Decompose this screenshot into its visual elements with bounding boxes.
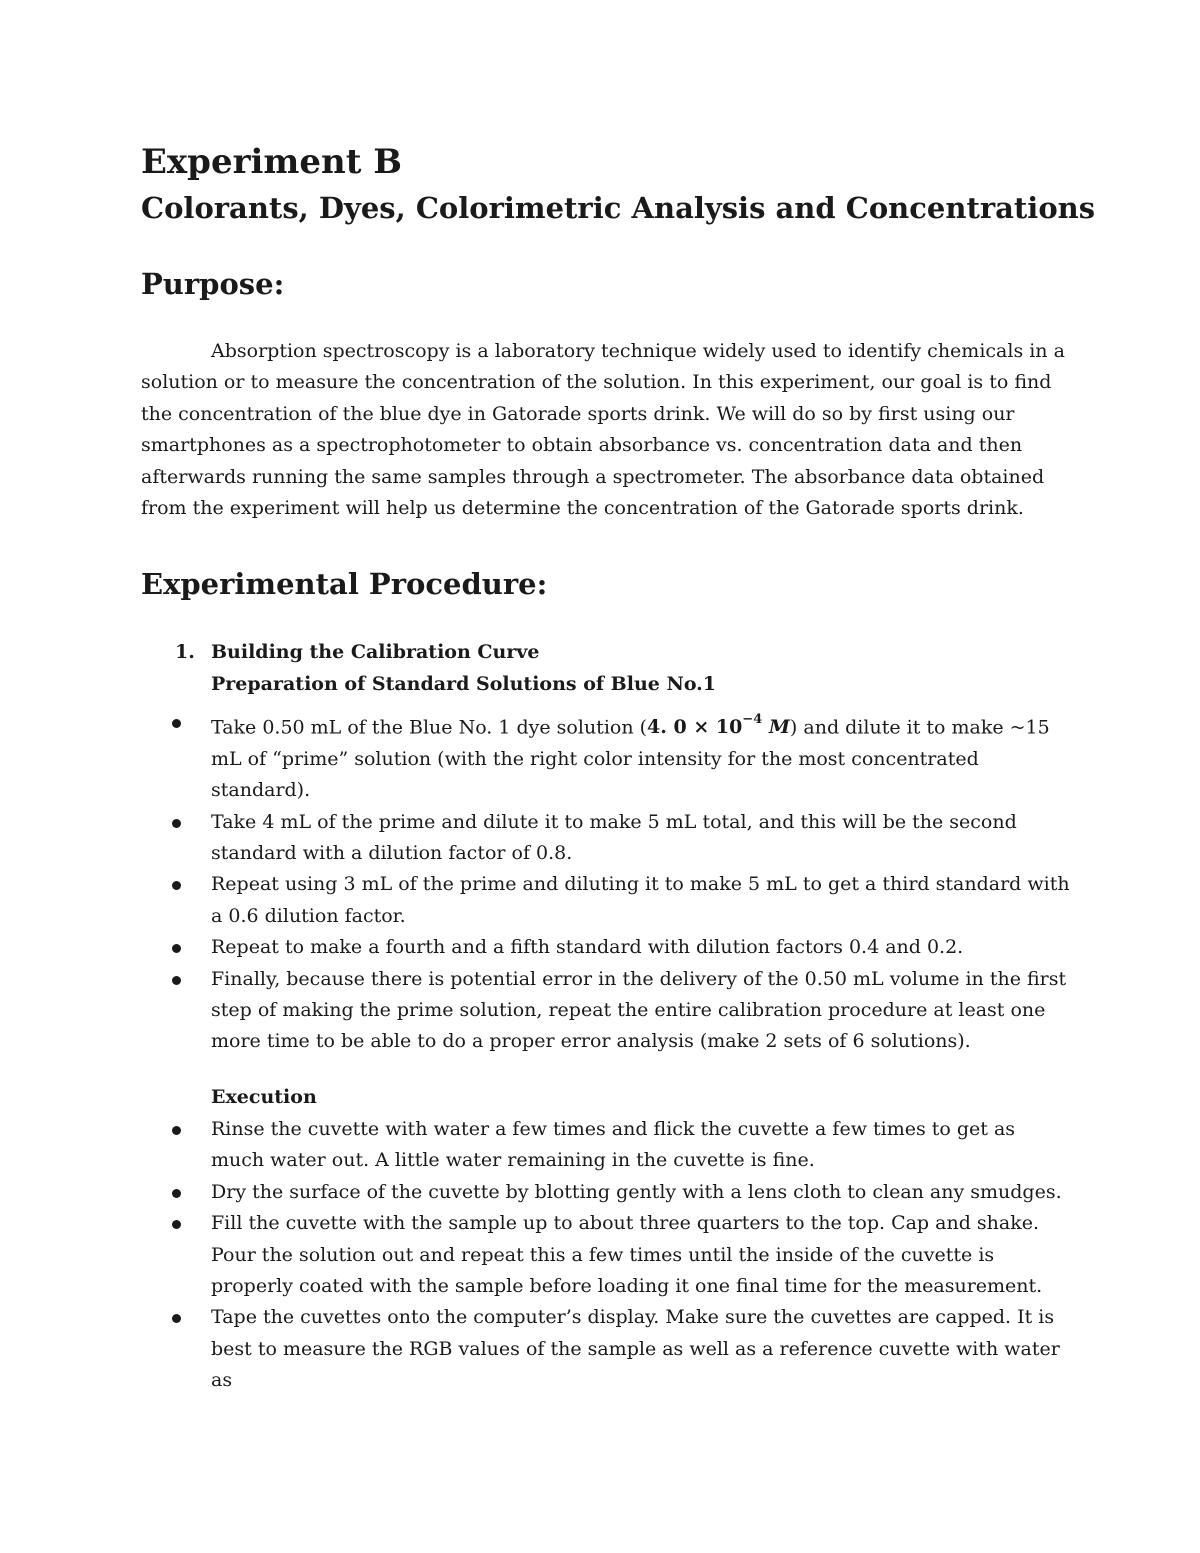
formula-unit: M [768, 716, 790, 739]
document-title: Experiment B [141, 142, 403, 182]
bullet-icon [172, 719, 181, 728]
list-item-text: Repeat to make a fourth and a fifth standard with dilution factors 0.4 and 0.2. [211, 936, 964, 959]
list-item-text: Rinse the cuvette with water a few times and flick the cuvette a few times to get as much water out. A little water remaining in the cuvette is fine. [211, 1118, 1016, 1172]
list-item-text: Fill the cuvette with the sample up to about three quarters to the top. Cap and shake. Pour the solution out and repeat this a few times until the inside of the cuvette is properly coated with the sample before loading it one final time for the measurement. [211, 1212, 1043, 1298]
concentration-formula [647, 712, 790, 739]
purpose-paragraph [141, 336, 1066, 524]
bullet-icon [172, 944, 181, 953]
list-item [211, 1302, 1071, 1396]
list-item [211, 1114, 1071, 1177]
list-item [211, 807, 1071, 870]
list-item-text: Tape the cuvettes onto the computer’s display. Make sure the cuvettes are capped. It is best to measure the RGB values of the sample as well as a reference cuvette with water as [211, 1306, 1060, 1392]
list-item-text: Finally, because there is potential error in the delivery of the 0.50 mL volume in the first step of making the prime solution, repeat the entire calibration procedure at least one more time to be able to do a proper error analysis (make 2 sets of 6 solutions). [211, 967, 1067, 1053]
execution-heading: Execution [211, 1086, 317, 1108]
list-item [211, 1208, 1071, 1302]
list-item-text: Dry the surface of the cuvette by blotting gently with a lens cloth to clean any smudges. [211, 1180, 1062, 1203]
formula-base: 4. 0 × 10 [647, 716, 743, 739]
bullet-icon [172, 976, 181, 985]
purpose-text: Absorption spectroscopy is a laboratory technique widely used to identify chemicals in a solution or to measure the concentration of the solution. In this experiment, our goal is to find the concentration of the blue dye in Gatorade sports drink. We will do so by first using our smartphones as a spectrophotometer to obtain absorbance vs. concentration data and then afterwards running the same samples through a spectrometer. The absorbance data obtained from the experiment will help us determine the concentration of the Gatorade sports drink. [141, 340, 1065, 520]
step-number: 1. [175, 641, 195, 663]
bullet-icon [172, 881, 181, 890]
document-subtitle: Colorants, Dyes, Colorimetric Analysis and Concentrations [141, 191, 1096, 225]
prep-item-text-before: Take 0.50 mL of the Blue No. 1 dye solution ( [211, 716, 648, 739]
list-item-text: Repeat using 3 mL of the prime and diluting it to make 5 mL to get a third standard with a 0.6 dilution factor. [211, 873, 1070, 927]
step-title: Building the Calibration Curve [211, 641, 540, 663]
step-subtitle: Preparation of Standard Solutions of Blue No.1 [211, 673, 717, 695]
bullet-icon [172, 1126, 181, 1135]
list-item [211, 1177, 1071, 1208]
list-item [211, 707, 1071, 807]
bullet-icon [172, 819, 181, 828]
bullet-icon [172, 1189, 181, 1198]
list-item [211, 869, 1071, 932]
list-item [211, 932, 1071, 963]
list-item [211, 964, 1071, 1058]
list-item-text: Take 4 mL of the prime and dilute it to make 5 mL total, and this will be the second standard with a dilution factor of 0.8. [211, 810, 1017, 864]
prep-item-text-after: ) and dilute it to make ~15 mL of “prime” solution (with the right color intensity for the most concentrated standard). [211, 716, 1050, 802]
purpose-heading: Purpose: [141, 267, 285, 301]
execution-list [211, 1114, 1071, 1397]
formula-exponent: −4 [742, 712, 763, 727]
preparation-list [211, 707, 1071, 1058]
bullet-icon [172, 1220, 181, 1229]
procedure-heading: Experimental Procedure: [141, 567, 548, 601]
bullet-icon [172, 1314, 181, 1323]
